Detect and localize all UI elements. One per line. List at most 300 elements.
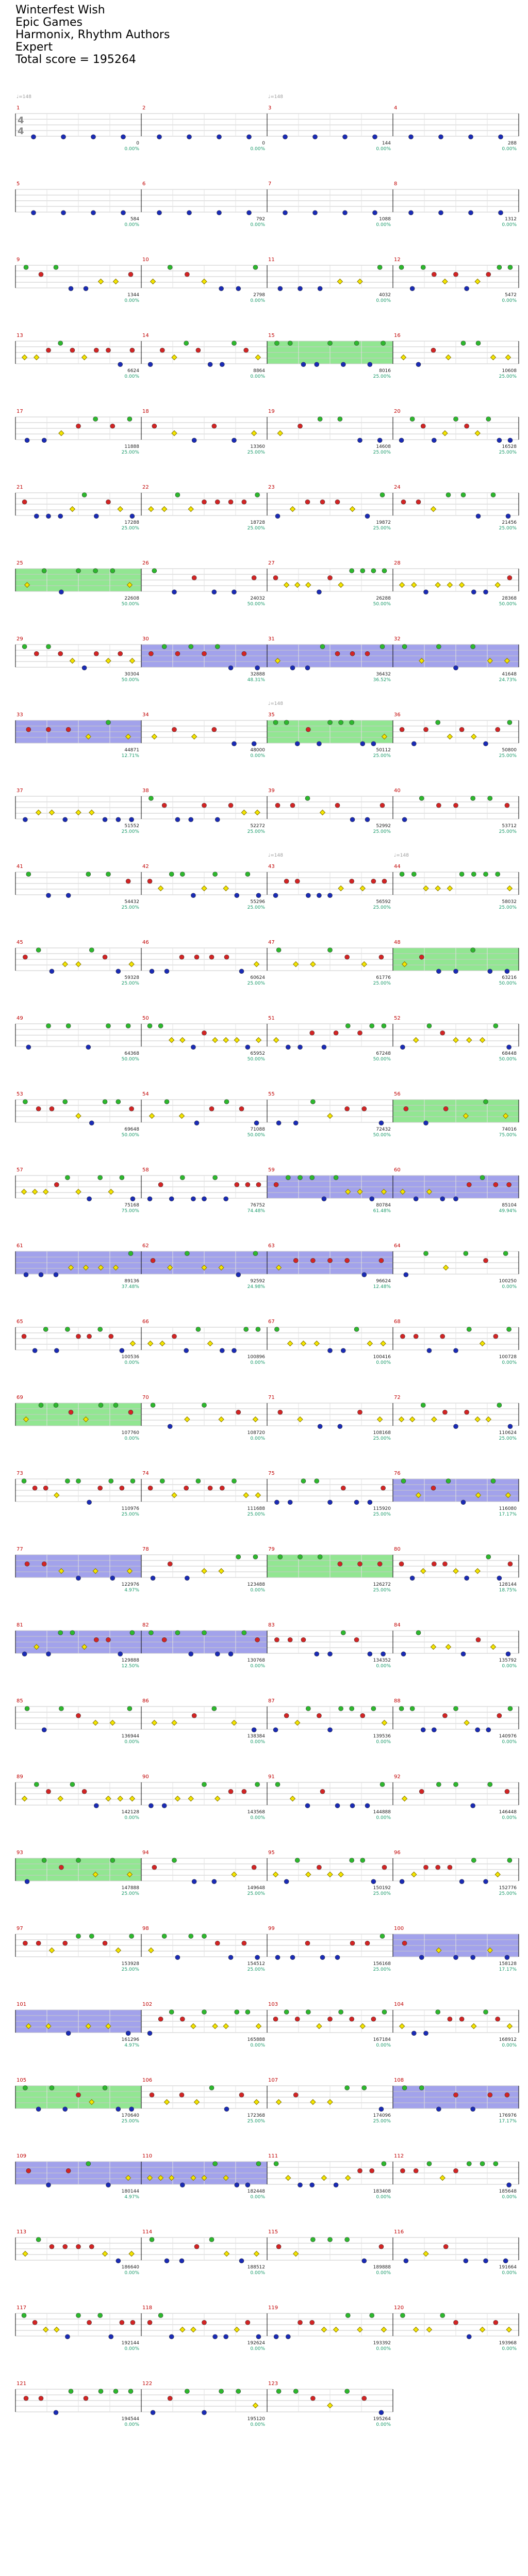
measure-number: 73 <box>16 1471 23 1476</box>
note-red <box>220 1486 224 1490</box>
note-green <box>184 341 189 346</box>
note-blue <box>335 1955 340 1960</box>
measure-number: 38 <box>142 788 149 794</box>
note-blue <box>424 2031 428 2036</box>
note-red <box>109 1334 113 1339</box>
measure-percent: 0.00% <box>502 222 517 228</box>
note-red <box>350 651 355 656</box>
note-blue <box>94 514 98 519</box>
measure-number: 91 <box>268 1774 275 1780</box>
note-blue <box>76 1576 81 1581</box>
note-green <box>235 2010 239 2015</box>
note-blue <box>507 2183 512 2187</box>
note-green <box>411 872 416 877</box>
chart-row <box>15 257 519 303</box>
measure-score: 144 <box>382 141 391 146</box>
note-red <box>379 2244 384 2249</box>
note-green <box>36 2237 41 2242</box>
note-green <box>471 1858 476 1863</box>
chart-row <box>15 1167 519 1214</box>
note-blue <box>368 1652 372 1656</box>
note-red <box>147 2320 152 2325</box>
measure-percent: 0.00% <box>124 147 139 152</box>
note-blue <box>416 362 421 367</box>
measure-score: 52992 <box>376 824 391 829</box>
note-green <box>306 2010 310 2015</box>
measure-percent: 0.00% <box>376 1664 391 1669</box>
measure-score: 143568 <box>247 1810 265 1815</box>
note-blue <box>32 1348 37 1353</box>
note-yellow <box>507 2024 512 2029</box>
measure-percent: 50.00% <box>499 602 517 607</box>
measure-number: 123 <box>268 2381 278 2387</box>
note-red <box>32 2320 37 2325</box>
note-red <box>148 651 153 656</box>
measure-score: 168912 <box>499 2037 517 2042</box>
note-blue <box>484 2259 488 2263</box>
note-yellow <box>432 1417 437 1422</box>
note-green <box>276 2389 281 2394</box>
measure-score: 100896 <box>247 1355 265 1360</box>
note-blue <box>293 1121 298 1125</box>
note-yellow <box>286 2176 291 2181</box>
note-red <box>130 348 135 352</box>
note-red <box>63 1941 68 1945</box>
measure-score: 792 <box>256 217 265 222</box>
measure-score: 140976 <box>499 1734 517 1739</box>
measure-number: 19 <box>268 409 275 414</box>
note-yellow <box>301 1341 306 1346</box>
measure-number: 55 <box>268 1091 275 1097</box>
note-yellow <box>76 810 81 815</box>
note-red <box>106 1637 111 1642</box>
chart-row <box>15 1622 519 1669</box>
note-green <box>338 417 342 422</box>
note-yellow <box>255 810 260 815</box>
note-yellow <box>255 355 260 360</box>
note-red <box>505 1789 509 1794</box>
measure-number: 49 <box>16 1016 23 1021</box>
measure-percent: 0.00% <box>250 374 265 379</box>
note-red <box>362 1106 367 1111</box>
note-yellow <box>118 1796 123 1801</box>
note-yellow <box>215 1796 220 1801</box>
measure-score: 76752 <box>250 1203 265 1208</box>
note-yellow <box>148 1341 153 1346</box>
measure-score: 17288 <box>124 520 139 525</box>
note-green <box>370 2313 374 2318</box>
note-blue <box>310 2183 315 2187</box>
note-blue <box>116 2259 121 2263</box>
measure-percent: 25.00% <box>373 753 391 759</box>
note-yellow <box>175 1796 180 1801</box>
note-yellow <box>148 507 154 512</box>
measure-number: 121 <box>16 2381 27 2387</box>
note-yellow <box>507 886 512 891</box>
measure-score: 144888 <box>373 1810 391 1815</box>
note-red <box>442 1561 447 1566</box>
note-red <box>442 1713 447 1718</box>
chart-row <box>15 485 519 531</box>
note-red <box>236 1410 241 1414</box>
chart-row <box>15 560 519 607</box>
note-green <box>350 1706 354 1711</box>
note-yellow <box>327 1114 333 1119</box>
note-green <box>213 1176 218 1180</box>
note-blue <box>247 211 252 215</box>
note-blue <box>305 1804 310 1808</box>
note-green <box>345 1024 350 1028</box>
measure-number: 43 <box>268 864 275 870</box>
measure-number: 51 <box>268 1016 275 1021</box>
note-green <box>467 1327 471 1332</box>
measure-percent: 0.00% <box>502 1740 517 1745</box>
note-yellow <box>130 1341 135 1346</box>
measure-percent: 0.00% <box>124 374 139 379</box>
note-green <box>488 796 492 801</box>
note-red <box>76 424 81 428</box>
measure-percent: 37.48% <box>121 1284 139 1290</box>
note-yellow <box>350 507 355 512</box>
note-blue <box>273 893 278 898</box>
note-red <box>192 575 196 580</box>
note-green <box>484 1100 488 1104</box>
note-red <box>120 2320 124 2325</box>
note-yellow <box>495 1872 500 1877</box>
note-red <box>192 1713 196 1718</box>
measure-number: 27 <box>268 560 275 566</box>
note-green <box>106 872 111 877</box>
note-red <box>148 1486 153 1490</box>
note-blue <box>399 438 404 443</box>
note-red <box>66 2168 71 2173</box>
measure-score: 193968 <box>499 2341 517 2346</box>
measure-percent: 0.00% <box>124 298 139 303</box>
note-blue <box>208 362 212 367</box>
note-green <box>328 720 333 725</box>
note-red <box>400 2168 405 2173</box>
note-red <box>305 500 310 504</box>
note-red <box>295 2017 300 2021</box>
note-blue <box>411 2031 416 2036</box>
note-green <box>284 720 289 725</box>
measure-number: 119 <box>268 2305 278 2311</box>
measure-score: 107760 <box>121 1430 139 1436</box>
note-green <box>484 872 488 877</box>
measure-score: 96624 <box>376 1279 391 1284</box>
note-blue <box>224 2107 229 2112</box>
note-blue <box>454 1955 458 1960</box>
note-green <box>164 1100 169 1104</box>
note-green <box>162 1934 167 1939</box>
note-yellow <box>36 810 41 815</box>
measure-score: 1312 <box>505 217 517 222</box>
measure-number: 79 <box>268 1547 275 1552</box>
measure-score: 59328 <box>124 975 139 980</box>
note-blue <box>54 1273 58 1277</box>
measure-number: 92 <box>394 1774 401 1780</box>
note-red <box>310 1258 315 1263</box>
note-green <box>130 1479 135 1484</box>
note-red <box>76 2092 81 2097</box>
note-red <box>242 651 246 656</box>
note-yellow <box>338 1872 343 1877</box>
note-blue <box>471 2107 475 2112</box>
measure-number: 96 <box>394 1850 401 1856</box>
note-green <box>213 872 218 877</box>
note-blue <box>343 135 348 139</box>
note-red <box>350 879 354 883</box>
measure-score: 153928 <box>121 1961 139 1967</box>
note-yellow <box>212 2024 218 2029</box>
note-yellow <box>443 1265 449 1270</box>
measure-percent: 0.00% <box>124 1360 139 1365</box>
note-yellow <box>321 2327 326 2332</box>
measure-percent: 0.00% <box>502 2271 517 2276</box>
note-blue <box>185 1576 189 1581</box>
note-green <box>109 1479 113 1484</box>
measure-number: 71 <box>268 1395 275 1400</box>
measure-percent: 50.00% <box>121 678 139 683</box>
note-red <box>354 1637 359 1642</box>
note-red <box>416 500 421 504</box>
note-blue <box>461 1500 466 1505</box>
note-blue <box>66 893 71 898</box>
note-red <box>293 1258 298 1263</box>
note-blue <box>454 969 458 974</box>
note-green <box>89 1934 94 1939</box>
note-green <box>189 645 193 649</box>
note-red <box>151 1258 155 1263</box>
measure-percent: 17.17% <box>499 2119 517 2124</box>
note-blue <box>295 742 300 746</box>
note-blue <box>454 666 458 670</box>
measure-percent: 25.00% <box>121 1512 139 1517</box>
note-green <box>274 2162 278 2166</box>
measure-number: 75 <box>268 1471 275 1476</box>
measure-score: 100250 <box>499 1279 517 1284</box>
measure-score: 154512 <box>247 1961 265 1967</box>
note-red <box>362 2396 367 2401</box>
note-yellow <box>256 1038 261 1043</box>
note-yellow <box>426 2327 432 2332</box>
measure-score: 170640 <box>121 2113 139 2118</box>
measure-number: 58 <box>142 1167 149 1173</box>
note-blue <box>247 135 252 139</box>
note-blue <box>54 2410 58 2415</box>
note-green <box>151 1403 155 1408</box>
note-blue <box>274 2335 278 2339</box>
note-green <box>209 2237 214 2242</box>
note-yellow <box>411 1872 417 1877</box>
measure-percent: 0.00% <box>502 147 517 152</box>
note-yellow <box>58 1796 63 1801</box>
measure-score: 0 <box>262 141 265 146</box>
note-yellow <box>361 962 367 967</box>
note-green <box>459 872 464 877</box>
note-red <box>486 272 491 277</box>
note-red <box>87 2320 92 2325</box>
note-yellow <box>22 355 27 360</box>
note-green <box>219 2389 224 2394</box>
note-blue <box>506 1652 510 1656</box>
note-red <box>382 879 387 883</box>
note-blue <box>228 1652 233 1656</box>
note-yellow <box>480 1341 485 1346</box>
note-red <box>228 803 233 808</box>
measure-number: 48 <box>394 940 401 945</box>
note-green <box>36 948 41 953</box>
note-blue <box>215 1652 220 1656</box>
note-yellow <box>212 1038 218 1043</box>
note-red <box>440 1334 445 1339</box>
measure-score: 22608 <box>124 596 139 601</box>
measure-score: 18728 <box>250 520 265 525</box>
note-blue <box>373 211 377 215</box>
measure-score: 0 <box>136 141 139 146</box>
note-green <box>98 1403 103 1408</box>
measure-percent: 50.00% <box>373 1057 391 1062</box>
measure-number: 20 <box>394 409 401 414</box>
note-blue <box>63 2107 68 2112</box>
note-green <box>503 1251 508 1256</box>
measure-number: 3 <box>268 105 272 111</box>
note-blue <box>471 1804 475 1808</box>
note-yellow <box>338 886 343 891</box>
measure-number: 83 <box>268 1622 275 1628</box>
note-green <box>180 872 185 877</box>
note-green <box>22 1479 26 1484</box>
note-blue <box>467 2335 471 2339</box>
note-yellow <box>191 2327 196 2332</box>
note-red <box>39 2396 43 2401</box>
note-green <box>120 1176 124 1180</box>
note-red <box>175 651 180 656</box>
note-green <box>427 2162 432 2166</box>
note-blue <box>404 2259 408 2263</box>
measure-percent: 0.00% <box>376 1815 391 1821</box>
note-blue <box>202 1197 207 1201</box>
measure-percent: 0.00% <box>250 2422 265 2427</box>
measure-score: 21456 <box>502 520 517 525</box>
measure-score: 186640 <box>121 2265 139 2270</box>
note-red <box>245 2320 250 2325</box>
note-blue <box>328 893 333 898</box>
note-blue <box>288 1500 292 1505</box>
measure-score: 68448 <box>502 1051 517 1056</box>
note-blue <box>129 817 134 822</box>
note-blue <box>402 817 407 822</box>
note-red <box>50 1106 54 1111</box>
note-yellow <box>475 431 480 436</box>
note-blue <box>313 211 318 215</box>
measure-score: 54432 <box>124 899 139 905</box>
note-red <box>284 879 289 883</box>
measure-score: 60624 <box>250 975 265 980</box>
note-blue <box>126 2031 130 2036</box>
note-green <box>454 1706 458 1711</box>
note-blue <box>252 1728 256 1732</box>
measure-number: 62 <box>142 1243 149 1249</box>
measure-number: 57 <box>16 1167 23 1173</box>
note-blue <box>410 1576 415 1581</box>
measure-percent: 0.00% <box>250 2271 265 2276</box>
note-green <box>371 569 376 573</box>
note-yellow <box>382 1720 387 1726</box>
note-blue <box>410 286 415 291</box>
note-blue <box>189 1652 193 1656</box>
note-green <box>63 1100 68 1104</box>
note-blue <box>370 1197 374 1201</box>
note-blue <box>298 286 303 291</box>
note-green <box>339 2010 343 2015</box>
note-green <box>486 417 491 422</box>
note-blue <box>187 135 192 139</box>
measure-percent: 0.00% <box>250 222 265 228</box>
note-green <box>236 1555 241 1559</box>
note-red <box>335 651 340 656</box>
note-green <box>486 1555 491 1559</box>
note-red <box>162 1637 167 1642</box>
note-green <box>416 1631 421 1635</box>
note-blue <box>484 1879 488 1884</box>
measure-percent: 25.00% <box>121 450 139 455</box>
measure-number: 74 <box>142 1471 149 1476</box>
note-blue <box>440 1197 445 1201</box>
note-red <box>432 272 436 277</box>
note-red <box>185 272 189 277</box>
note-red <box>202 2320 207 2325</box>
note-red <box>63 2244 68 2249</box>
note-blue <box>42 1728 46 1732</box>
measure-score: 64368 <box>124 1051 139 1056</box>
note-red <box>158 2017 163 2021</box>
note-blue <box>91 211 96 215</box>
chart-row <box>15 2305 519 2352</box>
note-blue <box>148 362 153 367</box>
note-red <box>94 651 98 656</box>
note-yellow <box>447 734 452 739</box>
note-green <box>507 1858 512 1863</box>
note-red <box>46 348 51 352</box>
song-artist: Epic Games <box>15 16 83 29</box>
measure-score: 149648 <box>247 1886 265 1891</box>
note-blue <box>191 893 195 898</box>
measure-percent: 25.00% <box>247 905 265 910</box>
note-green <box>42 569 46 573</box>
note-yellow <box>401 355 406 360</box>
note-red <box>301 1637 306 1642</box>
note-yellow <box>62 962 68 967</box>
note-red <box>317 1713 321 1718</box>
measure-number: 40 <box>394 788 401 794</box>
note-blue <box>194 1121 199 1125</box>
measure-score: 110976 <box>121 1506 139 1511</box>
note-green <box>399 1706 404 1711</box>
note-yellow <box>431 1645 436 1650</box>
note-yellow <box>321 2176 326 2181</box>
measure-number: 12 <box>394 257 401 263</box>
note-green <box>209 2086 214 2090</box>
note-green <box>496 872 500 877</box>
measure-score: 19872 <box>376 520 391 525</box>
note-blue <box>368 362 372 367</box>
note-blue <box>499 135 503 139</box>
note-green <box>320 645 325 649</box>
note-green <box>127 1706 132 1711</box>
note-blue <box>315 362 319 367</box>
note-blue <box>110 1576 115 1581</box>
